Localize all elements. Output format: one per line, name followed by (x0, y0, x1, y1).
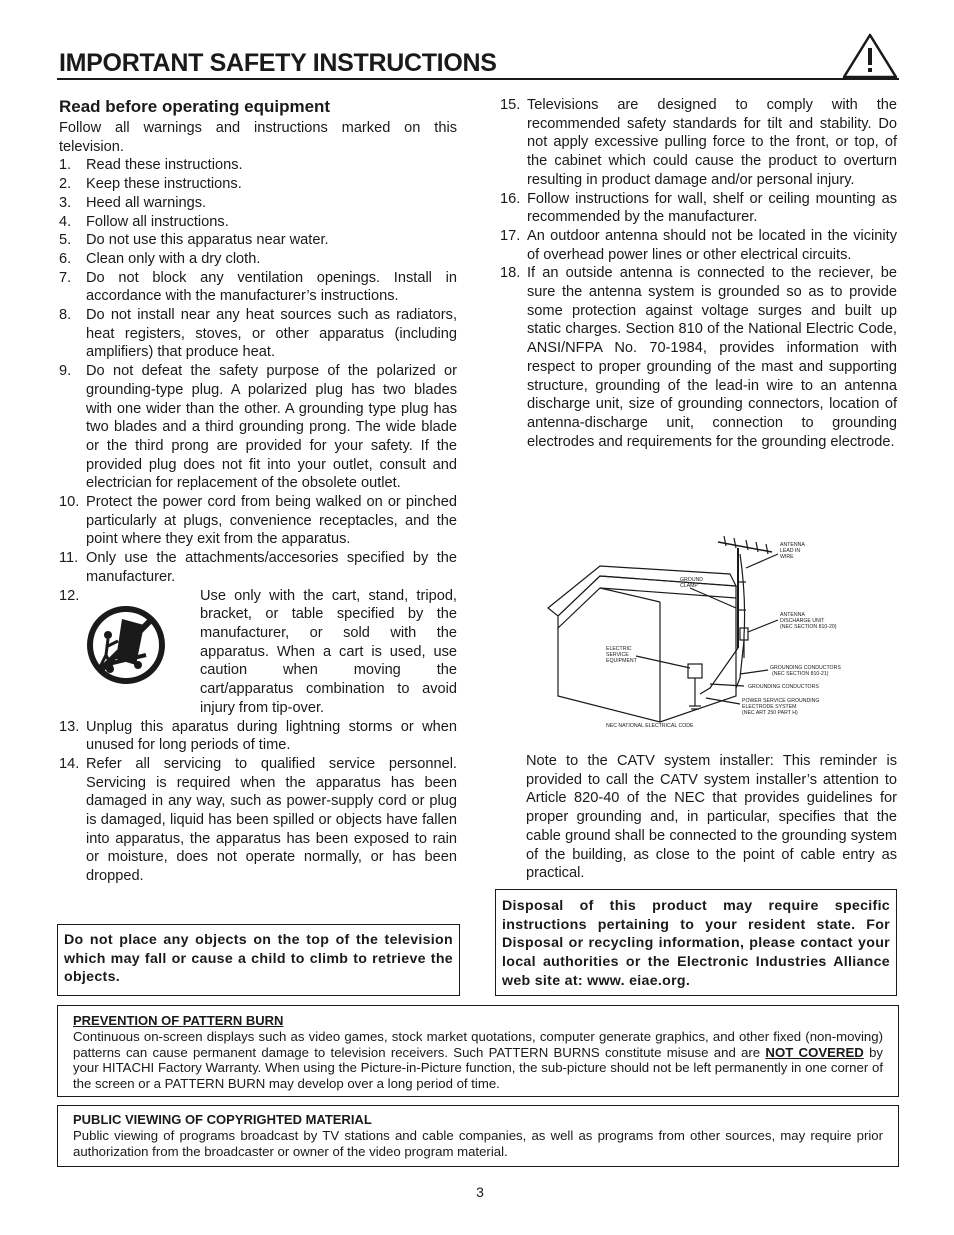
pattern-burn-text (73, 1029, 883, 1092)
list-item (59, 493, 457, 549)
diagram-label: LEAD IN (780, 548, 801, 554)
list-item (59, 175, 457, 194)
diagram-label: GROUNDING CONDUCTORS (770, 665, 841, 671)
list-item (59, 549, 457, 586)
page-title: IMPORTANT SAFETY INSTRUCTIONS (59, 49, 497, 77)
item-text: Read these instructions. (86, 157, 243, 174)
instruction-list (59, 156, 457, 586)
diagram-label: NEC NATIONAL ELECTRICAL CODE (606, 723, 694, 729)
diagram-label: CLAMP (680, 583, 698, 589)
list-item (500, 96, 897, 190)
list-item (500, 190, 897, 227)
copyright-text: Public viewing of programs broadcast by TV stations and cable companies, as well as programs from other sources, may require prior authorization from the broadcaster or owner of the video program material. (73, 1127, 883, 1159)
pattern-burn-text-a: Continuous on-screen displays such as video games, stock market quotations, computer generate graphics, and other fixed (non-moving) patterns can cause permanent damage to television receivers. Such PATTERN BURNS constitute misuse and are (73, 1028, 883, 1060)
list-item (59, 213, 457, 232)
item-text: Do not use this apparatus near water. (86, 232, 329, 249)
item-text: Protect the power cord from being walked on or pinched particularly at plugs, convenience receptacles, and the point where they exit from the apparatus. (86, 494, 457, 548)
item-text: Do not install near any heat sources such as radiators, heat registers, stoves, or other apparatus (including amplifiers) that produce heat. (86, 307, 457, 361)
item-text: Keep these instructions. (86, 176, 242, 193)
instruction-list-right (500, 96, 897, 451)
list-item (500, 264, 897, 451)
item-number: 12. (59, 587, 80, 604)
list-item (59, 718, 457, 755)
item-number: 7. (59, 269, 72, 286)
cart-tipover-warning-icon (86, 605, 166, 685)
item-number: 5. (59, 232, 72, 249)
item-number: 15. (500, 97, 521, 113)
item-number: 16. (500, 190, 521, 207)
intro-text: Follow all warnings and instructions marked on this television. (59, 120, 457, 155)
catv-note: Note to the CATV system installer: This reminder is provided to call the CATV system installer’s attention to Article 820-40 of the NEC that provides guidelines for proper grounding and, in particular, specifies that the cable ground shall be connected to the grounding system of the building, as close to the point of cable entry as practical. (526, 753, 897, 882)
item-text: Only use the attachments/accesories specified by the manufacturer. (86, 550, 457, 585)
list-item (59, 194, 457, 213)
list-item (59, 306, 457, 362)
item-number: 14. (59, 755, 80, 772)
item-text: Heed all warnings. (86, 194, 207, 211)
item-text: Follow all instructions. (86, 213, 229, 230)
list-item (59, 587, 457, 718)
section-heading: Read before operating equipment (59, 97, 331, 116)
item-text: Unplug this aparatus during lightning storms or when unused for long periods of time. (86, 718, 457, 754)
disposal-notice-text: Disposal of this product may require specific instructions pertaining to your resident state. For Disposal or recycling information, please contact your local authorities or the Electronic Industries Alliance web site at: www. eiae.org. (502, 898, 890, 989)
diagram-label: (NEC SECTION 810-20) (780, 624, 837, 630)
diagram-label: SERVICE (606, 652, 629, 658)
copyright-box (57, 1105, 899, 1167)
item-number: 17. (500, 227, 521, 244)
diagram-label: WIRE (780, 554, 794, 560)
list-item (59, 269, 457, 306)
item-number: 2. (59, 176, 72, 193)
item-text: Do not block any ventilation openings. Install in accordance with the manufacturer’s instructions. (86, 269, 457, 305)
pattern-burn-text-b: by your HITACHI Factory Warranty. When using the Picture-in-Picture function, the sub-picture should not be left permanently in one corner of the screen or a PATTERN BURN may develop over a long period of time. (73, 1044, 884, 1092)
item-number: 6. (59, 250, 72, 267)
diagram-label: (NEC SECTION 810-21) (772, 671, 829, 677)
item-number: 4. (59, 213, 72, 230)
item-text: Do not defeat the safety purpose of the polarized or grounding-type plug. A polarized plug has two blades with one wider than the other. A grounding type plug has two blades and a third grounding prong. The wide blade or the third prong are provided for your safety. If the provided plug does not fit into your outlet, consult and electrician for replacement of the obsolete outlet. (86, 363, 457, 492)
item-text: An outdoor antenna should not be located in the vicinity of overhead power lines or other electrical circuits. (527, 227, 897, 263)
item-number: 11. (59, 550, 79, 567)
diagram-label: (NEC ART 250 PART H) (742, 710, 798, 716)
diagram-label: ANTENNA (780, 542, 805, 548)
pattern-burn-heading: PREVENTION OF PATTERN BURN (73, 1013, 284, 1028)
page-number: 3 (476, 1184, 484, 1200)
disposal-notice-box (495, 889, 897, 996)
item-number: 3. (59, 194, 72, 211)
diagram-label: ELECTRIC (606, 646, 632, 652)
diagram-label: EQUIPMENT (606, 658, 637, 664)
item-text: Refer all servicing to qualified service personnel. Servicing is required when the apparatus has been damaged in any way, such as power-supply cord or plug is damaged, liquid has been spilled or objects have fallen into apparatus, the apparatus has been exposed to rain or moisture, does not operate normally, or has been dropped. (86, 755, 457, 885)
diagram-label: GROUNDING CONDUCTORS (748, 684, 819, 690)
warning-triangle-icon (841, 32, 899, 80)
item-text: Televisions are designed to comply with the recommended safety standards for tilt and stability. Do not apply excessive pulling force to the front, or top, of the cabinet which could cause the product to overturn resulting in product damage and/or personal injury. (527, 97, 897, 188)
objects-warning-box (57, 924, 460, 996)
diagram-label: POWER SERVICE GROUNDING (742, 698, 820, 704)
item-number: 18. (500, 265, 521, 282)
diagram-label: GROUND (680, 577, 704, 583)
list-item (59, 362, 457, 493)
item-number: 9. (59, 363, 72, 380)
diagram-label: ELECTRODE SYSTEM (742, 704, 797, 710)
list-item (59, 755, 457, 886)
item-text: Follow instructions for wall, shelf or ceiling mounting as recommended by the manufacturer. (527, 190, 897, 226)
not-covered-emphasis: NOT COVERED (765, 1044, 864, 1060)
pattern-burn-box (57, 1005, 899, 1097)
left-column (59, 96, 457, 886)
copyright-heading: PUBLIC VIEWING OF COPYRIGHTED MATERIAL (73, 1112, 372, 1127)
item-text: Clean only with a dry cloth. (86, 250, 261, 267)
list-item (59, 156, 457, 175)
instruction-list-continued (59, 718, 457, 886)
item-number: 13. (59, 718, 80, 735)
item-number: 8. (59, 307, 72, 324)
item-number: 1. (59, 157, 72, 174)
list-item (500, 227, 897, 264)
item-text: Use only with the cart, stand, tripod, bracket, or table specified by the manufacturer, or sold with the apparatus. When a cart is used, use caution when moving the cart/apparatus combination to avoid injury from tip-over. (200, 587, 457, 716)
item-number: 10. (59, 494, 80, 511)
right-column (500, 96, 897, 451)
item-text: If an outside antenna is connected to the reciever, be sure the antenna system is grounded so as to provide some protection against voltage surges and built up static charges. Section 810 of the National Electric Code, ANSI/NFPA No. 70-1984, provides information with respect to proper grounding of the mast and supporting structure, grounding of the lead-in wire to an antenna discharge unit, size of grounding connectors, location of antenna-discharge unit, connection to grounding electrodes and requirements for the grounding electrode. (527, 265, 897, 450)
antenna-grounding-diagram (540, 528, 850, 738)
list-item (59, 250, 457, 269)
title-rule (57, 78, 899, 80)
diagram-label: ANTENNA (780, 612, 805, 618)
diagram-label: DISCHARGE UNIT (780, 618, 825, 624)
objects-warning-text: Do not place any objects on the top of the television which may fall or cause a child to climb to retrieve the objects. (64, 932, 453, 986)
list-item (59, 231, 457, 250)
